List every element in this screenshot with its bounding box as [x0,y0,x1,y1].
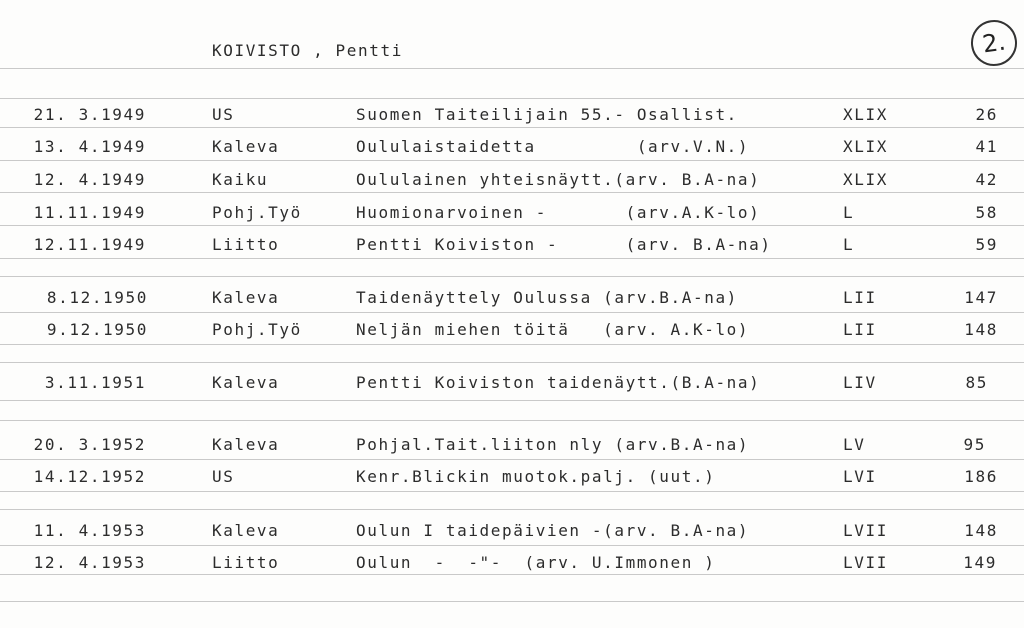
entry-page: 41 [975,137,998,156]
ruled-line [0,574,1024,575]
ruled-line [0,276,1024,277]
entry-page: 58 [975,203,998,222]
entry-page: 149 [963,553,997,572]
entry-newspaper: US [212,105,235,124]
entry-date: 13. 4.1949 [33,137,146,156]
entry-volume: XLIX [843,105,888,124]
entry-newspaper: Kaleva [212,435,280,454]
entry-newspaper: Kaiku [212,170,269,189]
entry-newspaper: Pohj.Työ [212,203,302,222]
entry-date: 12. 4.1949 [33,170,146,189]
entry-page: 59 [975,235,998,254]
entry-volume: L [843,235,855,254]
entry-newspaper: Kaleva [212,521,280,540]
entry-date: 8.12.1950 [46,288,148,307]
entry-volume: LIV [843,373,877,392]
ruled-line [0,400,1024,401]
entry-page: 147 [964,288,998,307]
page-number-mark: 2. [968,17,1020,69]
entry-title: Oululainen yhteisnäytt.(arv. B.A-na) [356,170,761,189]
card-header-name: KOIVISTO , Pentti [212,41,403,60]
entry-page: 26 [975,105,998,124]
entry-volume: XLIX [843,137,888,156]
entry-date: 14.12.1952 [33,467,146,486]
entry-newspaper: Liitto [212,235,280,254]
ruled-line [0,459,1024,460]
ruled-line [0,68,1024,69]
entry-volume: LVI [843,467,877,486]
ruled-line [0,160,1024,161]
ruled-line [0,344,1024,345]
entry-title: Pentti Koiviston - (arv. B.A-na) [356,235,772,254]
entry-date: 9.12.1950 [46,320,148,339]
ruled-line [0,362,1024,363]
entry-title: Pentti Koiviston taidenäytt.(B.A-na) [356,373,761,392]
entry-newspaper: Kaleva [212,288,280,307]
entry-newspaper: Kaleva [212,373,280,392]
ruled-line [0,601,1024,602]
entry-page: 186 [964,467,998,486]
ruled-line [0,258,1024,259]
entry-newspaper: US [212,467,235,486]
ruled-line [0,225,1024,226]
entry-date: 12.11.1949 [33,235,146,254]
entry-volume: LVII [843,521,888,540]
entry-page: 95 [963,435,986,454]
entry-title: Oulun I taidepäivien -(arv. B.A-na) [356,521,750,540]
entry-page: 42 [975,170,998,189]
entry-volume: LVII [843,553,888,572]
ruled-line [0,509,1024,510]
entry-newspaper: Liitto [212,553,280,572]
ruled-line [0,127,1024,128]
entry-volume: LII [843,320,877,339]
ruled-line [0,98,1024,99]
entry-title: Taidenäyttely Oulussa (arv.B.A-na) [356,288,738,307]
entry-page: 148 [964,521,998,540]
entry-volume: LV [843,435,866,454]
entry-title: Oululaistaidetta (arv.V.N.) [356,137,750,156]
ruled-line [0,545,1024,546]
entry-date: 11.11.1949 [33,203,146,222]
entry-title: Pohjal.Tait.liiton nly (arv.B.A-na) [356,435,750,454]
entry-date: 21. 3.1949 [33,105,146,124]
entry-volume: LII [843,288,877,307]
entry-volume: L [843,203,855,222]
entry-date: 11. 4.1953 [33,521,146,540]
entry-newspaper: Pohj.Työ [212,320,302,339]
entry-date: 20. 3.1952 [33,435,146,454]
ruled-line [0,192,1024,193]
entry-title: Kenr.Blickin muotok.palj. (uut.) [356,467,716,486]
entry-volume: XLIX [843,170,888,189]
entry-newspaper: Kaleva [212,137,280,156]
entry-title: Oulun - -"- (arv. U.Immonen ) [356,553,716,572]
entry-title: Huomionarvoinen - (arv.A.K-lo) [356,203,761,222]
entry-title: Neljän miehen töitä (arv. A.K-lo) [356,320,750,339]
ruled-line [0,312,1024,313]
ruled-line [0,491,1024,492]
entry-date: 12. 4.1953 [33,553,146,572]
entry-page: 85 [965,373,988,392]
entry-title: Suomen Taiteilijain 55.- Osallist. [356,105,738,124]
entry-page: 148 [964,320,998,339]
ruled-line [0,420,1024,421]
entry-date: 3.11.1951 [44,373,146,392]
